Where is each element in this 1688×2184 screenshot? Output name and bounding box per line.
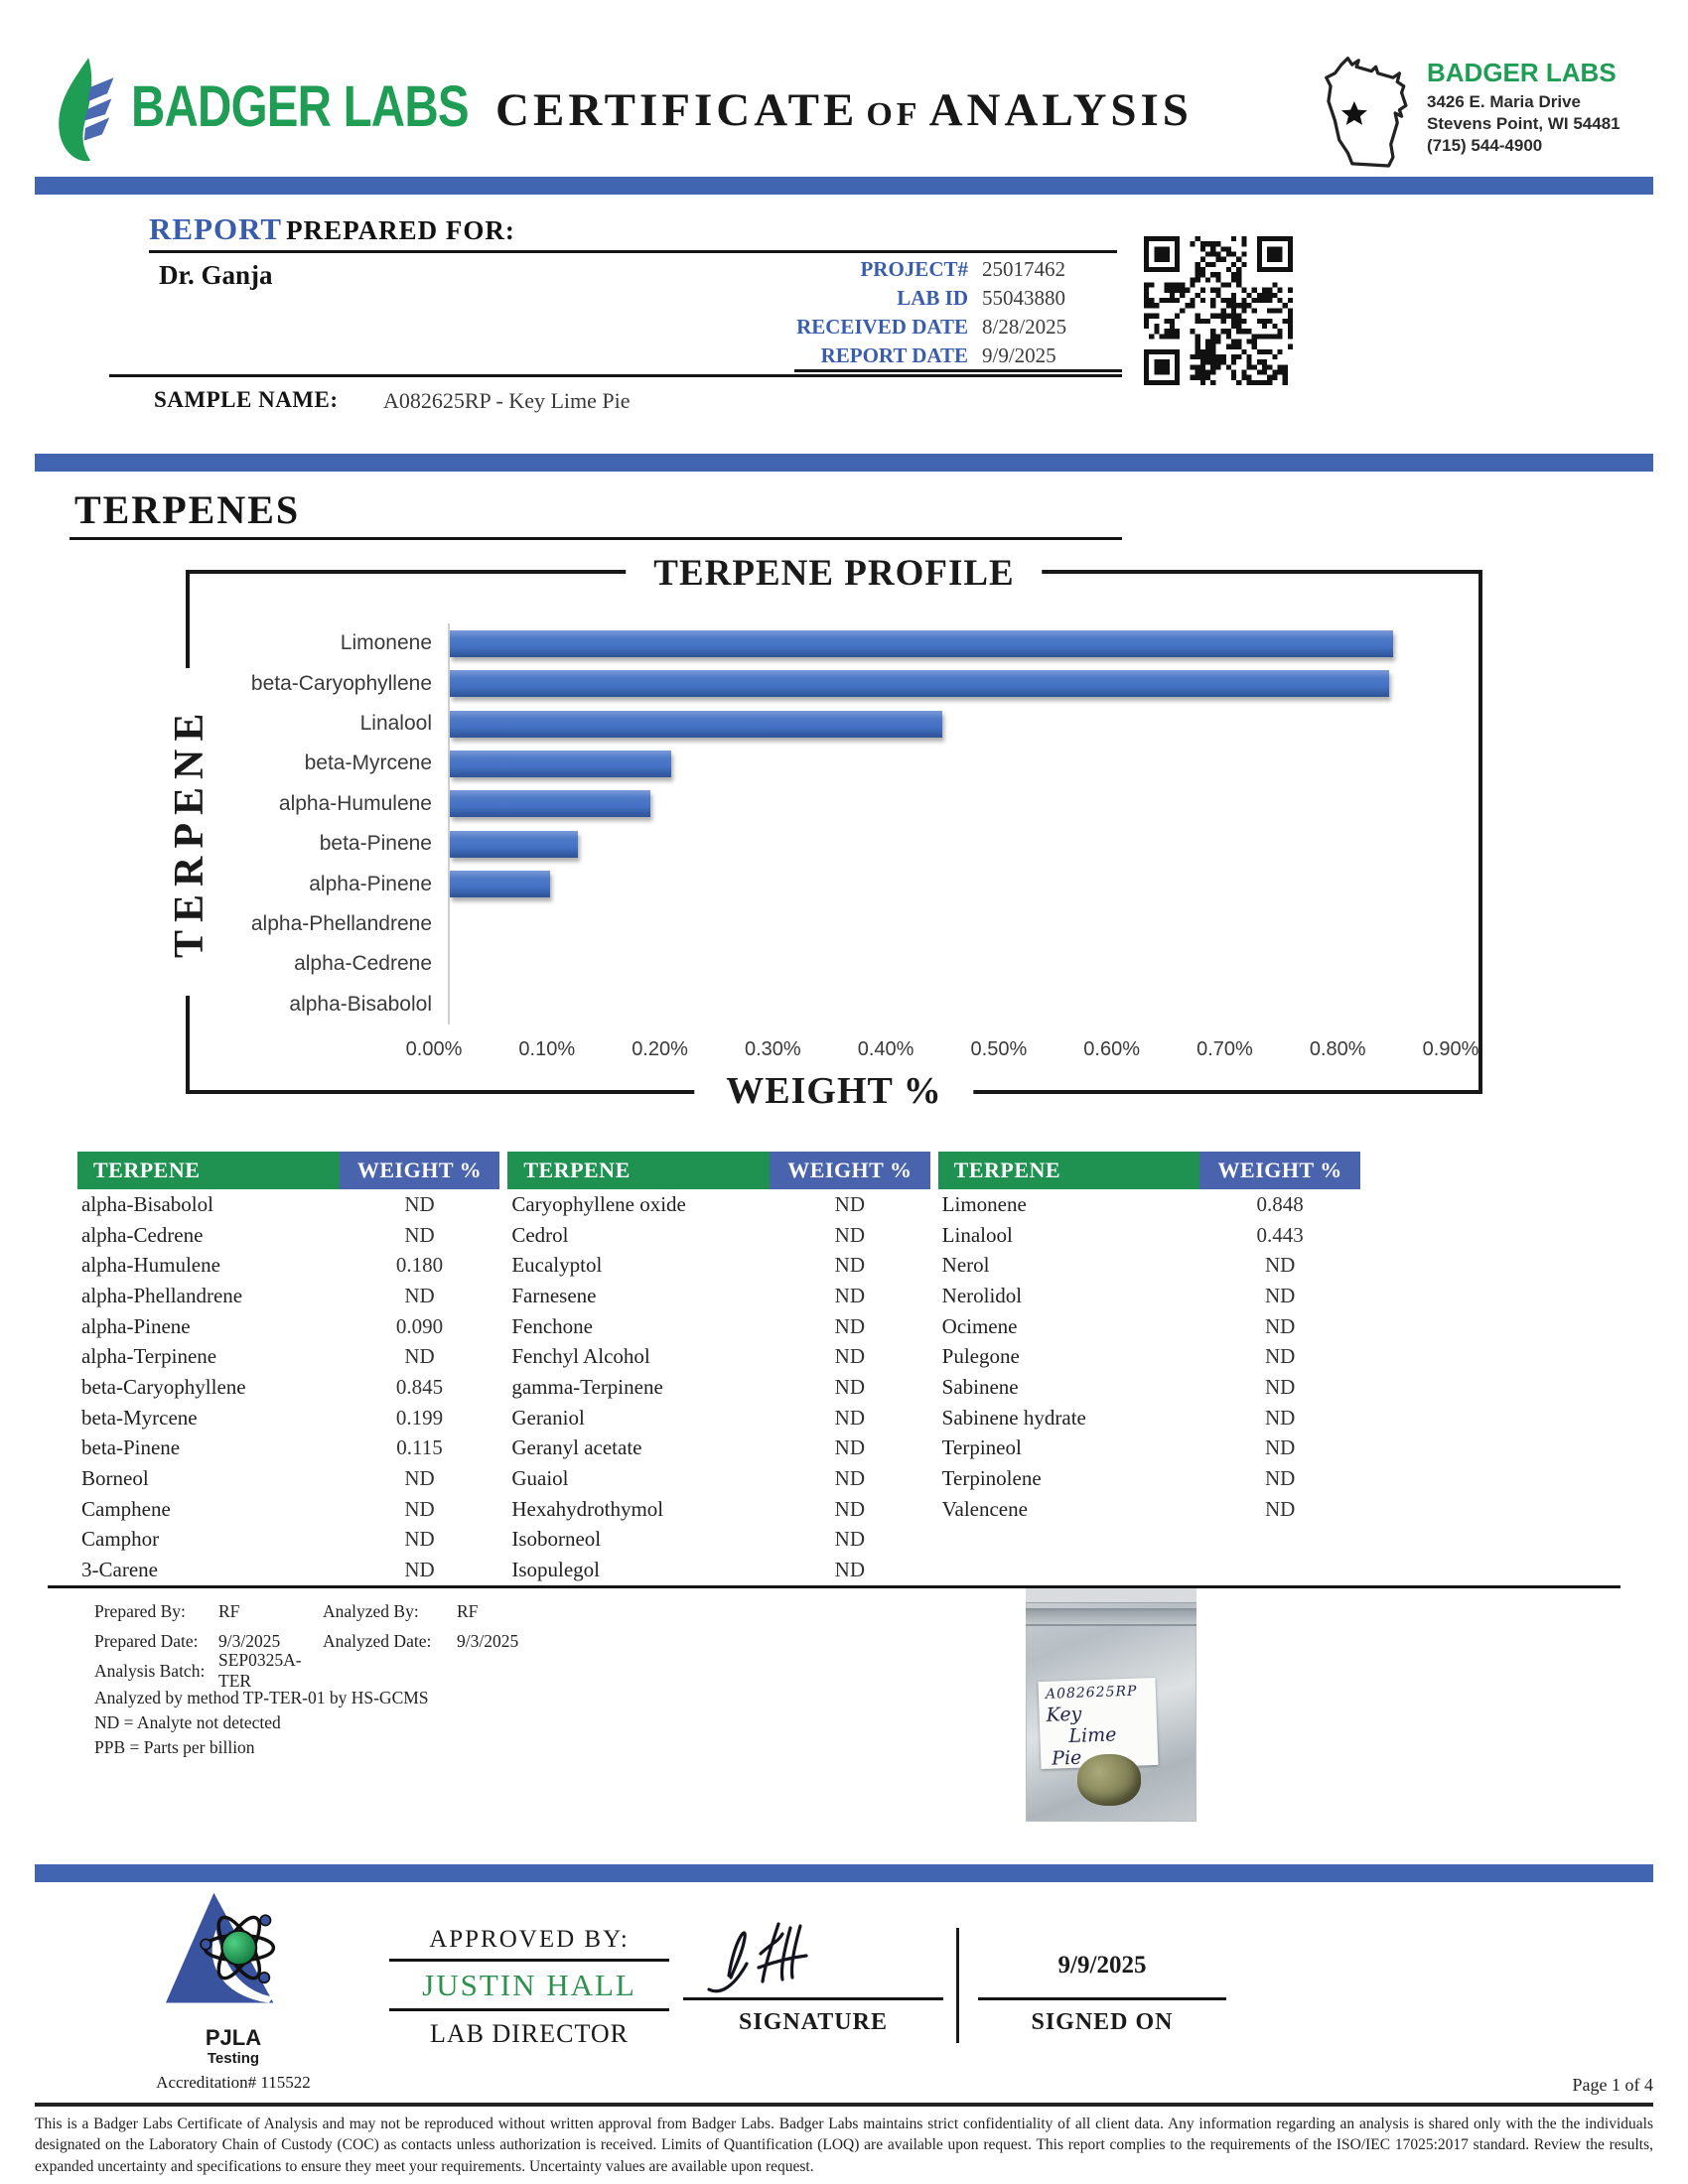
- signed-on-date: 9/9/2025: [1057, 1952, 1147, 1979]
- table-header-terpene: TERPENE: [77, 1152, 340, 1189]
- terpene-weight-cell: ND: [834, 1222, 865, 1247]
- chart-bar-zone: [448, 663, 1451, 703]
- table-row: [938, 1250, 1360, 1281]
- table-header-weight: WEIGHT %: [770, 1152, 930, 1189]
- analysis-note: ND = Analyte not detected: [94, 1712, 281, 1732]
- title-certificate: CERTIFICATE: [495, 84, 859, 136]
- terpene-table-group: [507, 1152, 929, 1585]
- chart-bar: [450, 871, 550, 897]
- table-row: [507, 1372, 929, 1403]
- terpene-weight-cell: ND: [834, 1466, 865, 1491]
- terpene-weight-cell: ND: [1265, 1313, 1296, 1338]
- chart-category-label: beta-Pinene: [319, 832, 432, 856]
- signature-line: [683, 1997, 943, 2000]
- analysis-meta-row: [94, 1650, 710, 1691]
- bag-label-line4: Pie: [1051, 1746, 1082, 1770]
- terpene-weight-cell: ND: [1265, 1283, 1296, 1307]
- terpene-weight-cell: ND: [1265, 1496, 1296, 1521]
- lab-contact-block: [1427, 58, 1665, 157]
- table-row: [77, 1463, 499, 1494]
- terpene-profile-chart: [167, 553, 1482, 1112]
- terpene-name-cell: alpha-Cedrene: [81, 1222, 204, 1247]
- table-row: [938, 1341, 1360, 1372]
- terpene-weight-cell: 0.199: [395, 1405, 444, 1430]
- analysis-meta-cell: Analyzed Date:: [323, 1630, 432, 1651]
- table-row: [507, 1403, 929, 1433]
- pjla-name: PJLA: [205, 2025, 262, 2050]
- brand-name: BADGER LABS: [131, 74, 469, 139]
- chart-bar-zone: [448, 944, 1451, 984]
- report-date-value: 9/9/2025: [982, 343, 1056, 367]
- terpene-name-cell: 3-Carene: [81, 1558, 158, 1582]
- terpene-name-cell: Farnesene: [511, 1283, 597, 1307]
- approved-by-label: APPROVED BY:: [429, 1926, 630, 1953]
- analysis-note: PPB = Parts per billion: [94, 1737, 255, 1757]
- terpene-name-cell: Sabinene: [941, 1374, 1019, 1399]
- terpene-weight-cell: 0.845: [395, 1374, 444, 1399]
- table-row: [938, 1403, 1360, 1433]
- terpene-name-cell: Cedrol: [511, 1222, 569, 1247]
- table-row: [507, 1311, 929, 1342]
- lab-address-line1: 3426 E. Maria Drive: [1427, 92, 1581, 111]
- terpene-name-cell: gamma-Terpinene: [511, 1374, 663, 1399]
- table-row: [507, 1281, 929, 1311]
- approver-title: LAB DIRECTOR: [429, 2019, 630, 2048]
- bag-zip-seal: [1026, 1608, 1196, 1626]
- terpene-name-cell: Camphene: [81, 1496, 171, 1521]
- pjla-sub: Testing: [207, 2050, 260, 2067]
- qr-code: [1144, 236, 1293, 385]
- terpene-weight-cell: 0.848: [1256, 1191, 1304, 1216]
- terpene-weight-cell: ND: [404, 1344, 435, 1369]
- chart-plot: [194, 623, 1451, 1024]
- chart-x-tick-label: 0.10%: [518, 1038, 576, 1060]
- meta-block-underline: [794, 369, 1122, 372]
- terpene-name-cell: alpha-Pinene: [81, 1313, 191, 1338]
- terpene-weight-cell: ND: [834, 1344, 865, 1369]
- bag-label-id: A082625RP: [1045, 1683, 1138, 1703]
- table-row: [77, 1494, 499, 1525]
- terpenes-title-underline: [70, 537, 1122, 540]
- chart-category-label: alpha-Phellandrene: [250, 912, 432, 936]
- terpene-name-cell: beta-Pinene: [81, 1435, 181, 1460]
- chart-x-tick-label: 0.20%: [632, 1038, 688, 1060]
- chart-category-label: alpha-Humulene: [278, 791, 432, 815]
- chart-x-tick-label: 0.00%: [405, 1038, 463, 1060]
- terpene-name-cell: Sabinene hydrate: [941, 1405, 1086, 1430]
- chart-category-label: Linalool: [359, 712, 432, 736]
- chart-x-ticks: [405, 1038, 1479, 1064]
- terpene-name-cell: Ocimene: [941, 1313, 1018, 1338]
- report-label: REPORT: [149, 211, 283, 246]
- terpene-weight-cell: ND: [834, 1374, 865, 1399]
- chart-bar-zone: [448, 623, 1451, 663]
- divider-bar-top: [35, 177, 1653, 195]
- table-row: [507, 1433, 929, 1464]
- terpene-weight-cell: ND: [834, 1558, 865, 1582]
- signature-label: SIGNATURE: [739, 2009, 888, 2035]
- terpene-name-cell: Terpineol: [941, 1435, 1022, 1460]
- meta-row-received: [794, 313, 1122, 341]
- chart-row: [194, 944, 1451, 984]
- chart-y-axis-label: TERPENE: [157, 668, 222, 996]
- analysis-meta-cell: 9/3/2025: [457, 1630, 519, 1651]
- chart-bar-zone: [448, 704, 1451, 744]
- chart-x-tick-label: 0.50%: [970, 1038, 1028, 1060]
- chart-bar: [450, 711, 942, 738]
- terpene-name-cell: alpha-Terpinene: [81, 1344, 217, 1369]
- table-row: [77, 1250, 499, 1281]
- table-row: [77, 1403, 499, 1433]
- lab-phone: (715) 544-4900: [1427, 136, 1543, 156]
- table-row: [77, 1281, 499, 1311]
- analysis-note: Analyzed by method TP-TER-01 by HS-GCMS: [94, 1688, 429, 1707]
- analysis-meta-cell: Prepared Date:: [94, 1630, 199, 1651]
- analysis-meta-row: [94, 1596, 710, 1626]
- terpene-weight-cell: ND: [1265, 1344, 1296, 1369]
- report-prepared-for-heading: [149, 211, 515, 247]
- table-row: [938, 1281, 1360, 1311]
- chart-bar: [450, 751, 671, 777]
- divider-bar-bottom: [35, 1864, 1653, 1882]
- terpene-weight-cell: ND: [1265, 1374, 1296, 1399]
- terpene-weight-cell: ND: [834, 1283, 865, 1307]
- terpene-table: [77, 1152, 1360, 1585]
- received-date-value: 8/28/2025: [982, 315, 1067, 339]
- table-row: [507, 1250, 929, 1281]
- terpene-weight-cell: ND: [404, 1191, 435, 1216]
- terpene-weight-cell: ND: [834, 1527, 865, 1552]
- chart-category-label: Limonene: [340, 631, 432, 655]
- chart-bar: [450, 831, 578, 858]
- chart-x-tick-label: 0.90%: [1422, 1038, 1479, 1060]
- chart-bar-zone: [448, 864, 1451, 903]
- terpene-weight-cell: ND: [1265, 1435, 1296, 1460]
- chart-row: [194, 784, 1451, 824]
- analysis-meta-cell: Prepared By:: [94, 1600, 186, 1621]
- terpene-name-cell: Hexahydrothymol: [511, 1496, 664, 1521]
- signed-on-label: SIGNED ON: [1031, 2009, 1174, 2035]
- labid-value: 55043880: [982, 286, 1065, 310]
- chart-bar-zone: [448, 824, 1451, 864]
- meta-row-project: [794, 255, 1122, 284]
- analysis-meta-cell: Analyzed By:: [323, 1600, 419, 1621]
- sample-photo: [1026, 1588, 1196, 1822]
- terpene-name-cell: Eucalyptol: [511, 1253, 603, 1278]
- chart-row: [194, 744, 1451, 783]
- report-meta-block: [794, 255, 1122, 370]
- chart-category-label: alpha-Bisabolol: [289, 992, 432, 1016]
- title-of: OF: [866, 96, 921, 133]
- table-row: [938, 1463, 1360, 1494]
- report-date-label: REPORT DATE: [820, 343, 968, 367]
- terpene-name-cell: beta-Caryophyllene: [81, 1374, 246, 1399]
- table-row: [507, 1494, 929, 1525]
- document-title: [427, 83, 1261, 137]
- chart-category-label: beta-Myrcene: [304, 751, 432, 775]
- terpene-name-cell: Terpinolene: [941, 1466, 1042, 1491]
- bag-label-line2: Key: [1046, 1703, 1082, 1726]
- lab-name: BADGER LABS: [1427, 58, 1617, 87]
- table-row: [77, 1311, 499, 1342]
- page-number: Page 1 of 4: [1572, 2075, 1653, 2095]
- terpene-name-cell: alpha-Phellandrene: [81, 1283, 243, 1307]
- terpene-name-cell: Geranyl acetate: [511, 1435, 642, 1460]
- sample-row-topline: [109, 374, 1122, 377]
- lab-address-line2: Stevens Point, WI 54481: [1427, 114, 1620, 134]
- table-row: [507, 1189, 929, 1220]
- table-row: [507, 1525, 929, 1556]
- disclaimer-text: This is a Badger Labs Certificate of Analysis and may not be reproduced without written approval from Badger Labs. Badger Labs maintains strict confidentiality of all client data. Any information regarding an analysis is shared only with the the individuals designated on the Laboratory Chain of Custody (COC) as contacts unless authorization is received. Limits of Quantification (LOQ) are available upon request. This report complies to the requirements of the ISO/IEC 17025:2017 standard. Review the results, expanded uncertainty and specifications to ensure they meet your requirements. Uncertainty values are available upon request.: [35, 2103, 1653, 2177]
- table-row: [77, 1525, 499, 1556]
- analysis-meta-cell: RF: [457, 1600, 479, 1621]
- table-row: [77, 1372, 499, 1403]
- project-label: PROJECT#: [860, 257, 968, 281]
- terpene-table-group: [77, 1152, 499, 1585]
- meta-row-reportdate: [794, 341, 1122, 370]
- terpene-weight-cell: ND: [834, 1405, 865, 1430]
- table-row: [938, 1494, 1360, 1525]
- terpene-name-cell: Fenchone: [511, 1313, 593, 1338]
- terpene-name-cell: Caryophyllene oxide: [511, 1191, 686, 1216]
- divider-bar-middle: [35, 454, 1653, 472]
- bag-top-seal: [1026, 1588, 1196, 1603]
- chart-bar: [450, 670, 1389, 697]
- terpene-weight-cell: 0.115: [396, 1435, 443, 1460]
- title-analysis: ANALYSIS: [928, 84, 1193, 136]
- terpene-weight-cell: ND: [404, 1222, 435, 1247]
- terpene-name-cell: Isoborneol: [511, 1527, 602, 1552]
- chart-row: [194, 663, 1451, 703]
- terpene-name-cell: Camphor: [81, 1527, 160, 1552]
- sample-name-label: SAMPLE NAME:: [154, 387, 339, 412]
- terpene-weight-cell: ND: [834, 1191, 865, 1216]
- terpene-name-cell: Fenchyl Alcohol: [511, 1344, 650, 1369]
- chart-bar-zone: [448, 744, 1451, 783]
- chart-bar-zone: [448, 985, 1451, 1024]
- table-row: [938, 1433, 1360, 1464]
- chart-row: [194, 704, 1451, 744]
- terpene-weight-cell: ND: [1265, 1253, 1296, 1278]
- prepared-for-label: PREPARED FOR:: [286, 215, 515, 245]
- terpene-weight-cell: ND: [404, 1558, 435, 1582]
- chart-x-tick-label: 0.30%: [744, 1038, 801, 1060]
- chart-row: [194, 623, 1451, 663]
- terpene-name-cell: alpha-Humulene: [81, 1253, 220, 1278]
- analysis-meta-row: [94, 1626, 710, 1656]
- table-row: [77, 1433, 499, 1464]
- chart-title: TERPENE PROFILE: [626, 544, 1042, 604]
- meta-row-labid: [794, 284, 1122, 313]
- terpene-name-cell: alpha-Bisabolol: [81, 1191, 213, 1216]
- terpenes-section-title: TERPENES: [74, 487, 301, 532]
- pjla-accreditation-block: [134, 1888, 333, 2093]
- badger-labs-leaf-logo-icon: [52, 56, 123, 170]
- chart-x-tick-label: 0.80%: [1309, 1038, 1366, 1060]
- terpene-weight-cell: ND: [404, 1527, 435, 1552]
- terpene-weight-cell: ND: [1265, 1466, 1296, 1491]
- chart-x-tick-label: 0.70%: [1196, 1038, 1253, 1060]
- table-row: [77, 1341, 499, 1372]
- analysis-meta-cell: RF: [218, 1600, 240, 1621]
- terpene-name-cell: Linalool: [941, 1222, 1013, 1247]
- labid-label: LAB ID: [897, 286, 968, 310]
- approved-by-block: [389, 1926, 669, 2049]
- chart-row: [194, 985, 1451, 1024]
- sample-name-value: A082625RP - Key Lime Pie: [383, 388, 631, 413]
- terpene-weight-cell: ND: [404, 1466, 435, 1491]
- terpene-name-cell: Valencene: [941, 1496, 1028, 1521]
- approved-by-line: [389, 1959, 669, 1962]
- chart-x-tick-label: 0.40%: [857, 1038, 914, 1060]
- footer-vertical-divider: [956, 1928, 959, 2043]
- table-row: [938, 1189, 1360, 1220]
- report-underline: [149, 250, 1117, 253]
- analysis-meta-cell: SEP0325A-TER: [218, 1650, 302, 1691]
- terpene-weight-cell: ND: [834, 1313, 865, 1338]
- terpene-name-cell: Borneol: [81, 1466, 149, 1491]
- chart-bar: [450, 630, 1393, 657]
- table-row: [77, 1220, 499, 1251]
- terpene-weight-cell: 0.443: [1256, 1222, 1304, 1247]
- table-row: [507, 1555, 929, 1585]
- chart-category-label: alpha-Cedrene: [294, 952, 432, 976]
- accreditation-number: Accreditation# 115522: [156, 2073, 311, 2092]
- table-row: [507, 1341, 929, 1372]
- table-row: [938, 1372, 1360, 1403]
- chart-category-label: alpha-Pinene: [309, 872, 432, 895]
- terpene-name-cell: Limonene: [941, 1191, 1027, 1216]
- terpene-name-cell: beta-Myrcene: [81, 1405, 198, 1430]
- terpene-name-cell: Nerol: [941, 1253, 990, 1278]
- table-header-terpene: TERPENE: [938, 1152, 1200, 1189]
- table-row: [77, 1189, 499, 1220]
- terpene-weight-cell: 0.090: [395, 1313, 444, 1338]
- table-row: [938, 1311, 1360, 1342]
- table-header-weight: WEIGHT %: [340, 1152, 500, 1189]
- analysis-meta: [94, 1596, 710, 1691]
- approver-name-line: [389, 2008, 669, 2011]
- signature-icon: [695, 1898, 943, 2000]
- chart-x-axis-label: WEIGHT %: [694, 1059, 973, 1123]
- received-date-label: RECEIVED DATE: [796, 315, 968, 339]
- terpene-weight-cell: ND: [404, 1283, 435, 1307]
- table-row: [507, 1220, 929, 1251]
- terpene-table-group: [938, 1152, 1360, 1585]
- table-row: [507, 1463, 929, 1494]
- table-row: [77, 1555, 499, 1585]
- table-header-terpene: TERPENE: [507, 1152, 770, 1189]
- terpene-name-cell: Geraniol: [511, 1405, 585, 1430]
- analysis-meta-cell: Analysis Batch:: [94, 1660, 206, 1681]
- analysis-meta-cell: 9/3/2025: [218, 1630, 281, 1651]
- sample-material: [1077, 1754, 1141, 1806]
- terpene-weight-cell: ND: [1265, 1405, 1296, 1430]
- terpene-weight-cell: ND: [834, 1496, 865, 1521]
- signed-on-line: [978, 1997, 1226, 2000]
- chart-category-label: beta-Caryophyllene: [250, 671, 432, 695]
- terpene-weight-cell: ND: [834, 1435, 865, 1460]
- chart-bar-zone: [448, 904, 1451, 944]
- bag-label-line3: Lime: [1068, 1723, 1117, 1748]
- chart-row: [194, 824, 1451, 864]
- terpene-weight-cell: 0.180: [395, 1253, 444, 1278]
- terpene-name-cell: Guaiol: [511, 1466, 569, 1491]
- chart-x-tick-label: 0.60%: [1083, 1038, 1141, 1060]
- terpene-name-cell: Isopulegol: [511, 1558, 600, 1582]
- chart-bar-zone: [448, 784, 1451, 824]
- pjla-logo-icon: [159, 1888, 308, 2021]
- client-name: Dr. Ganja: [159, 260, 273, 290]
- terpene-weight-cell: ND: [404, 1496, 435, 1521]
- terpene-name-cell: Nerolidol: [941, 1283, 1023, 1307]
- chart-row: [194, 864, 1451, 903]
- terpene-weight-cell: ND: [834, 1253, 865, 1278]
- chart-row: [194, 904, 1451, 944]
- table-row: [938, 1220, 1360, 1251]
- chart-bar: [450, 790, 650, 817]
- table-bottom-rule: [48, 1585, 1620, 1588]
- table-header-weight: WEIGHT %: [1199, 1152, 1360, 1189]
- wisconsin-map-icon: [1309, 50, 1428, 184]
- analysis-notes: [94, 1686, 429, 1760]
- approver-name: JUSTIN HALL: [422, 1968, 636, 2002]
- project-value: 25017462: [982, 257, 1065, 281]
- terpene-name-cell: Pulegone: [941, 1344, 1020, 1369]
